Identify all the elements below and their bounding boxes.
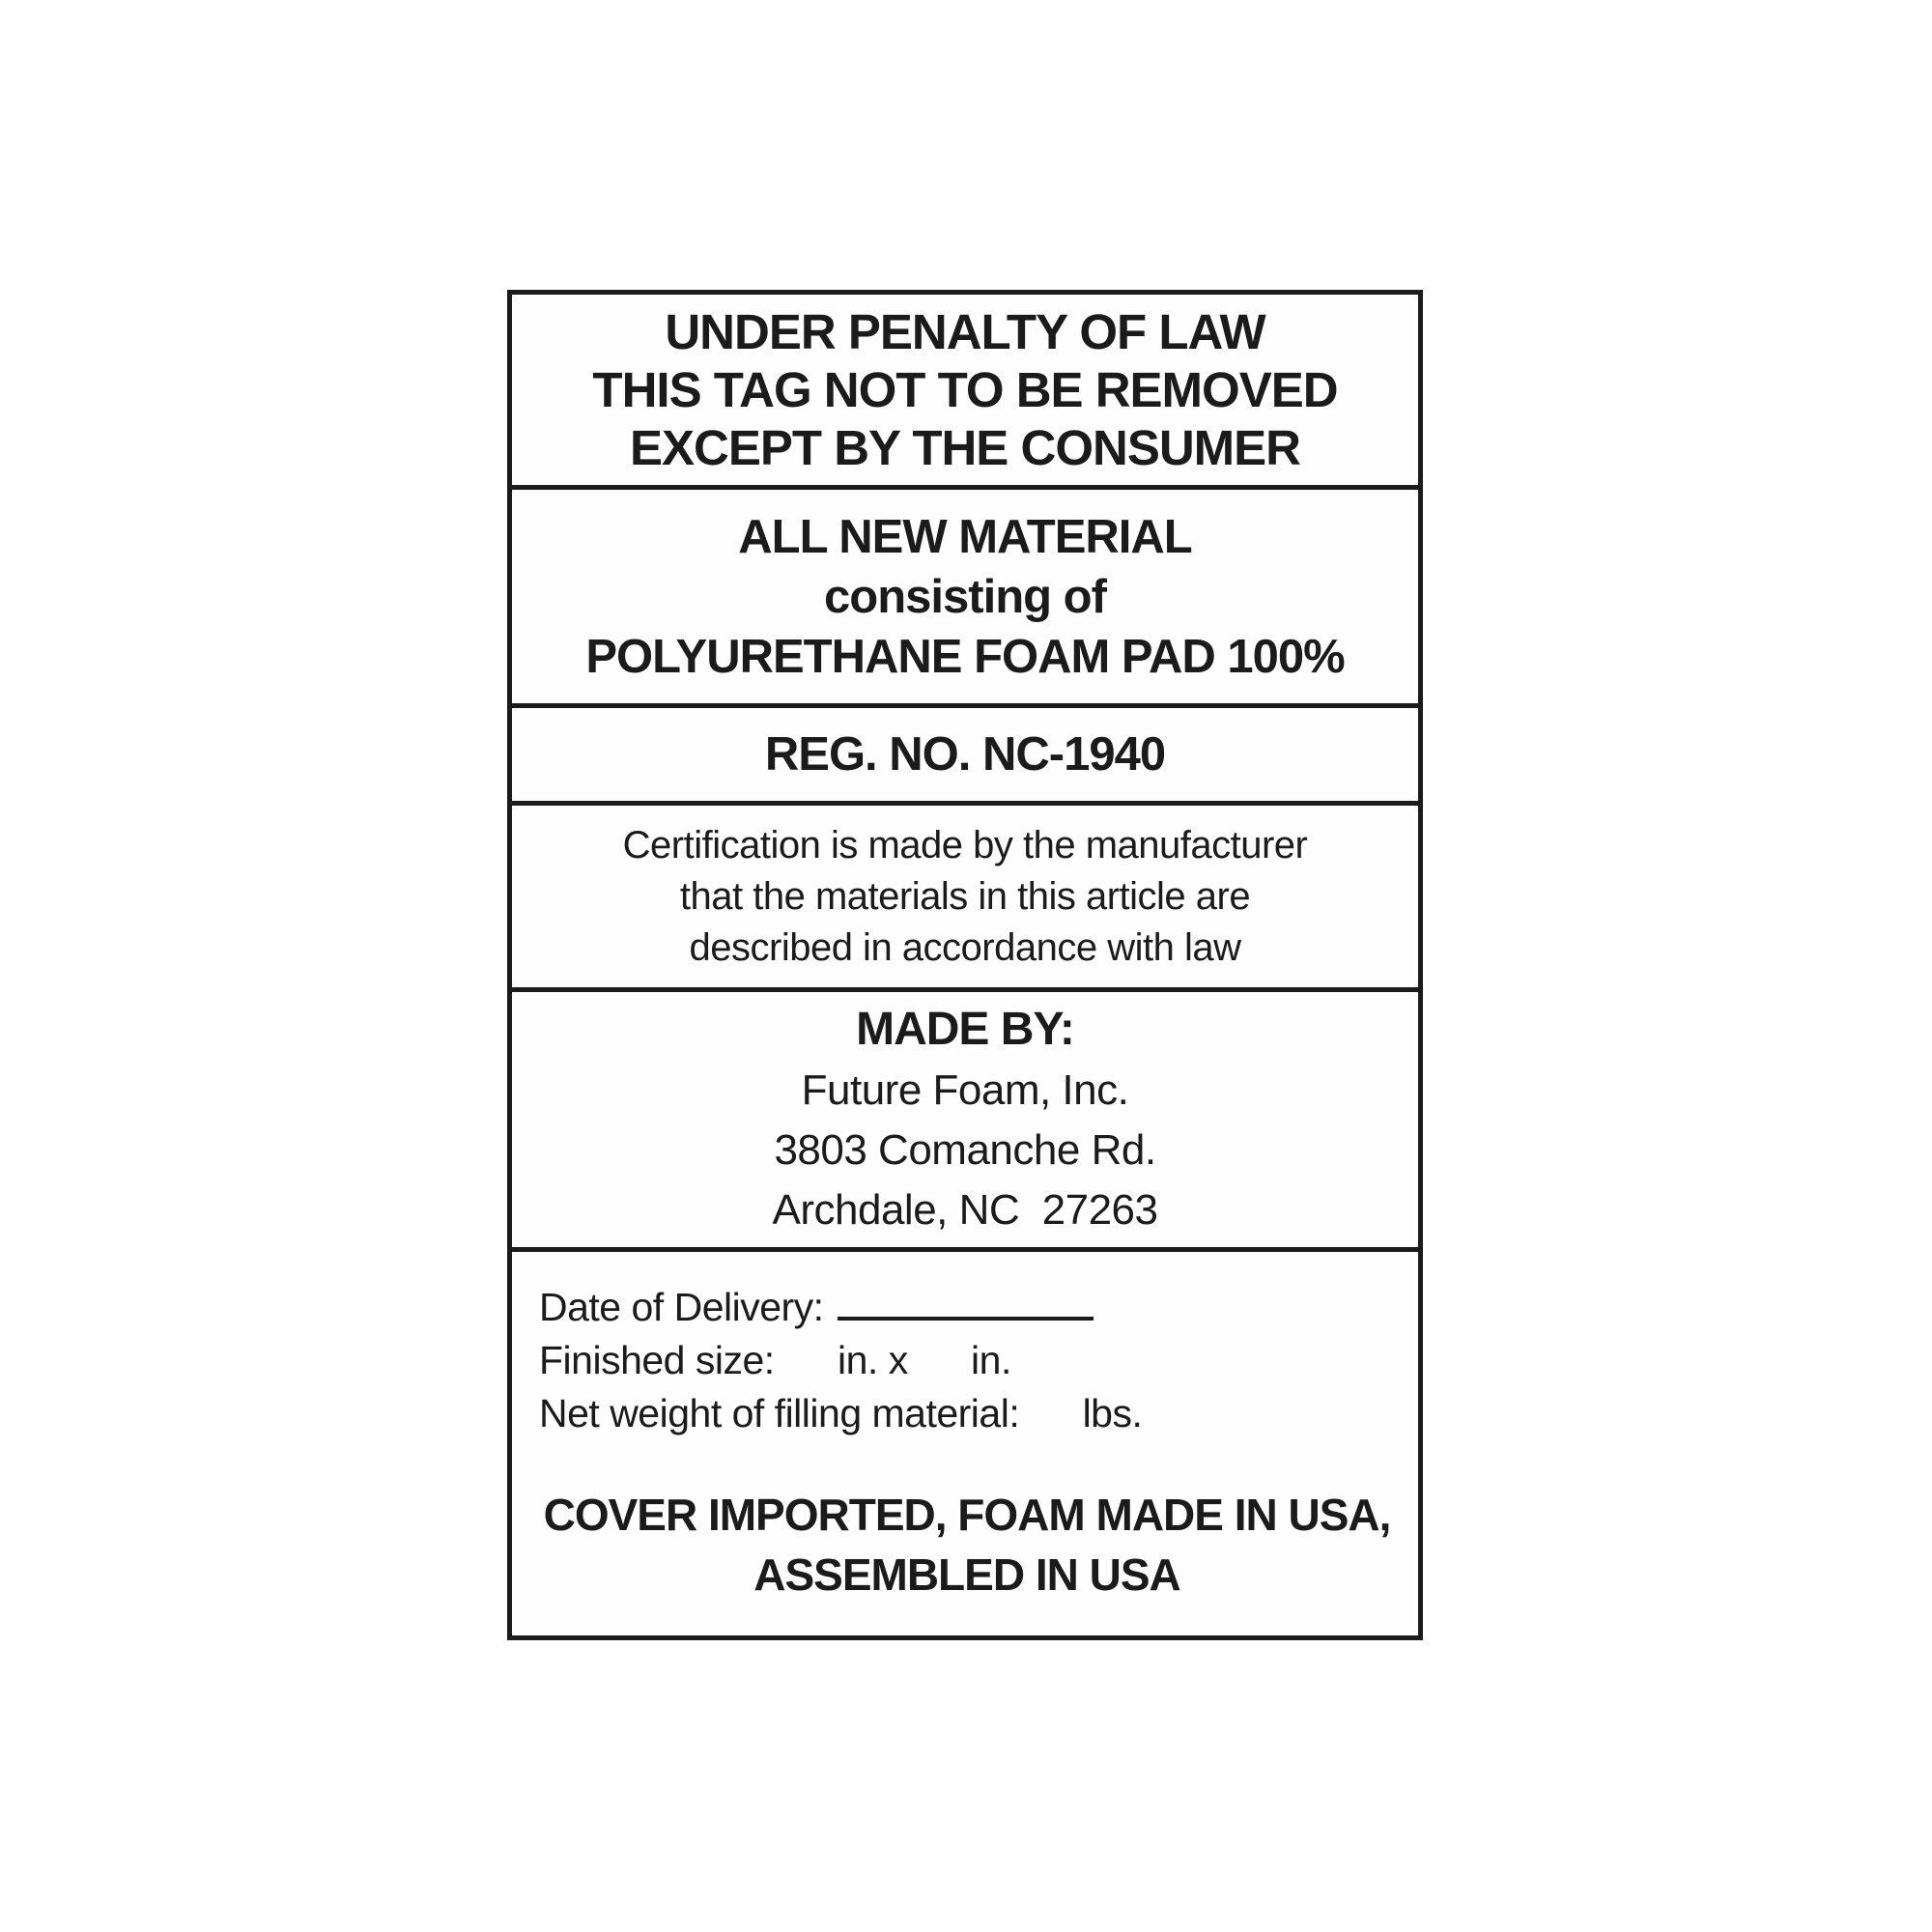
certification-section <box>512 806 1418 992</box>
registration-number: REG. NO. NC-1940 <box>764 728 1166 781</box>
certification-line-1: Certification is made by the manufacturer <box>622 823 1308 867</box>
origin-line-1: COVER IMPORTED, FOAM MADE IN USA, <box>543 1490 1391 1540</box>
penalty-section <box>512 295 1418 490</box>
finished-size-row: Finished size: in. x in. <box>539 1338 1011 1382</box>
made-by-heading: MADE BY: <box>856 1004 1074 1055</box>
penalty-line-2: THIS TAG NOT TO BE REMOVED <box>592 361 1338 417</box>
certification-line-2: that the materials in this article are <box>679 874 1251 918</box>
penalty-line-3: EXCEPT BY THE CONSUMER <box>630 419 1300 475</box>
material-section <box>512 490 1418 708</box>
manufacturer-city: Archdale, NC 27263 <box>772 1186 1158 1234</box>
date-of-delivery-row <box>539 1281 1395 1334</box>
made-by-section <box>512 992 1418 1252</box>
origin-statement <box>539 1485 1395 1610</box>
manufacturer-street: 3803 Comanche Rd. <box>774 1126 1156 1174</box>
net-weight-row: Net weight of filling material: lbs. <box>539 1391 1143 1435</box>
details-section <box>512 1252 1418 1635</box>
law-label <box>507 290 1423 1640</box>
origin-line-2: ASSEMBLED IN USA <box>753 1549 1180 1600</box>
registration-number-section <box>512 708 1418 806</box>
certification-line-3: described in accordance with law <box>689 925 1241 969</box>
manufacturer-name: Future Foam, Inc. <box>801 1066 1129 1114</box>
material-line-1: ALL NEW MATERIAL <box>738 510 1192 563</box>
date-of-delivery-blank-line <box>838 1288 1094 1321</box>
penalty-line-1: UNDER PENALTY OF LAW <box>665 303 1265 359</box>
material-line-3: POLYURETHANE FOAM PAD 100% <box>585 630 1345 683</box>
date-of-delivery-label: Date of Delivery: <box>539 1285 824 1329</box>
material-line-2: consisting of <box>824 570 1106 623</box>
